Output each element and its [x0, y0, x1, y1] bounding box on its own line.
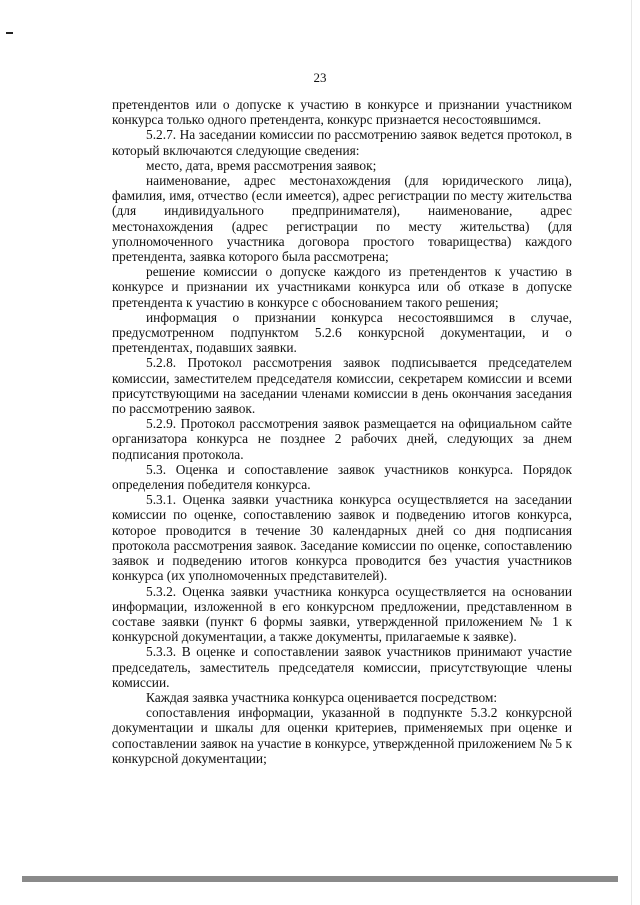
paragraph-5-2-8: 5.2.8. Протокол рассмотрения заявок подписывается председателем комиссии, заместителем председателя комиссии, секретарем комиссии и всеми присутствующими на заседании членами комиссии в день окончания заседания по рассмотрению заявок. — [112, 355, 572, 417]
list-item: информация о признании конкурса несостоявшимся в случае, предусмотренном подпунктом 5.2.6 конкурсной документации, и о претендентах, подавших заявки. — [112, 309, 572, 356]
paragraph: Каждая заявка участника конкурса оценивается посредством: — [146, 689, 498, 705]
scan-bottom-edge — [22, 876, 618, 882]
scan-artifact-mark — [6, 32, 13, 34]
section-heading-5-3: 5.3. Оценка и сопоставление заявок участников конкурса. Порядок определения победителя конкурса. — [112, 461, 572, 493]
paragraph-5-3-2: 5.3.2. Оценка заявки участника конкурса осуществляется на основании информации, изложенной в его конкурсном предложении, представленном в составе заявки (пункт 6 формы заявки, утвержденной приложением № 1 к конкурсной документации, а также документы, прилагаемые к заявке). — [112, 583, 572, 645]
paragraph-5-2-7: 5.2.7. На заседании комиссии по рассмотрению заявок ведется протокол, в который включаются следующие сведения: — [112, 127, 572, 158]
paragraph: претендентов или о допуске к участию в конкурсе и признании участником конкурса только одного претендента, конкурс признается несостоявшимся. — [112, 97, 572, 128]
page-number: 23 — [313, 70, 327, 85]
paragraph-5-2-9: 5.2.9. Протокол рассмотрения заявок размещается на официальном сайте организатора конкурса не позднее 2 рабочих дней, следующих за днем подписания протокола. — [112, 416, 572, 462]
paragraph-5-3-3: 5.3.3. В оценке и сопоставлении заявок участников принимают участие председатель, заместитель председателя комиссии, присутствующие члены комиссии. — [112, 644, 572, 690]
paragraph-5-3-1: 5.3.1. Оценка заявки участника конкурса осуществляется на заседании комиссии по оценке, сопоставлению заявок и подведению итогов конкурса, которое проводится в течение 30 календарных дней со дня подписания протокола рассмотрения заявок. Заседание комиссии по оценке, сопоставлению заявок и подведению итогов конкурса проводится без участия участников конкурса (их уполномоченных представителей). — [112, 492, 572, 584]
list-item: место, дата, время рассмотрения заявок; — [146, 157, 377, 173]
scan-edge-shadow — [631, 0, 632, 905]
list-item: решение комиссии о допуске каждого из претендентов к участию в конкурсе и признании их участниками конкурса или об отказе в допуске претендента к участию в конкурсе с обоснованием такого решения; — [112, 264, 572, 310]
list-item: сопоставления информации, указанной в подпункте 5.3.2 конкурсной документации и шкалы для оценки критериев, применяемых при оценке и сопоставлении заявок на участие в конкурсе, утвержденной приложением № 5 к конкурсной документации; — [112, 705, 572, 766]
document-body — [112, 97, 572, 766]
list-item: наименование, адрес местонахождения (для юридического лица), фамилия, имя, отчество (если имеется), адрес регистрации по месту жительства (для индивидуального предпринимателя), наименование, адрес местонахождения (адрес регистрации по месту жительства) (для уполномоченного участника договора простого товарищества) каждого претендента, заявка которого была рассмотрена; — [112, 173, 572, 265]
